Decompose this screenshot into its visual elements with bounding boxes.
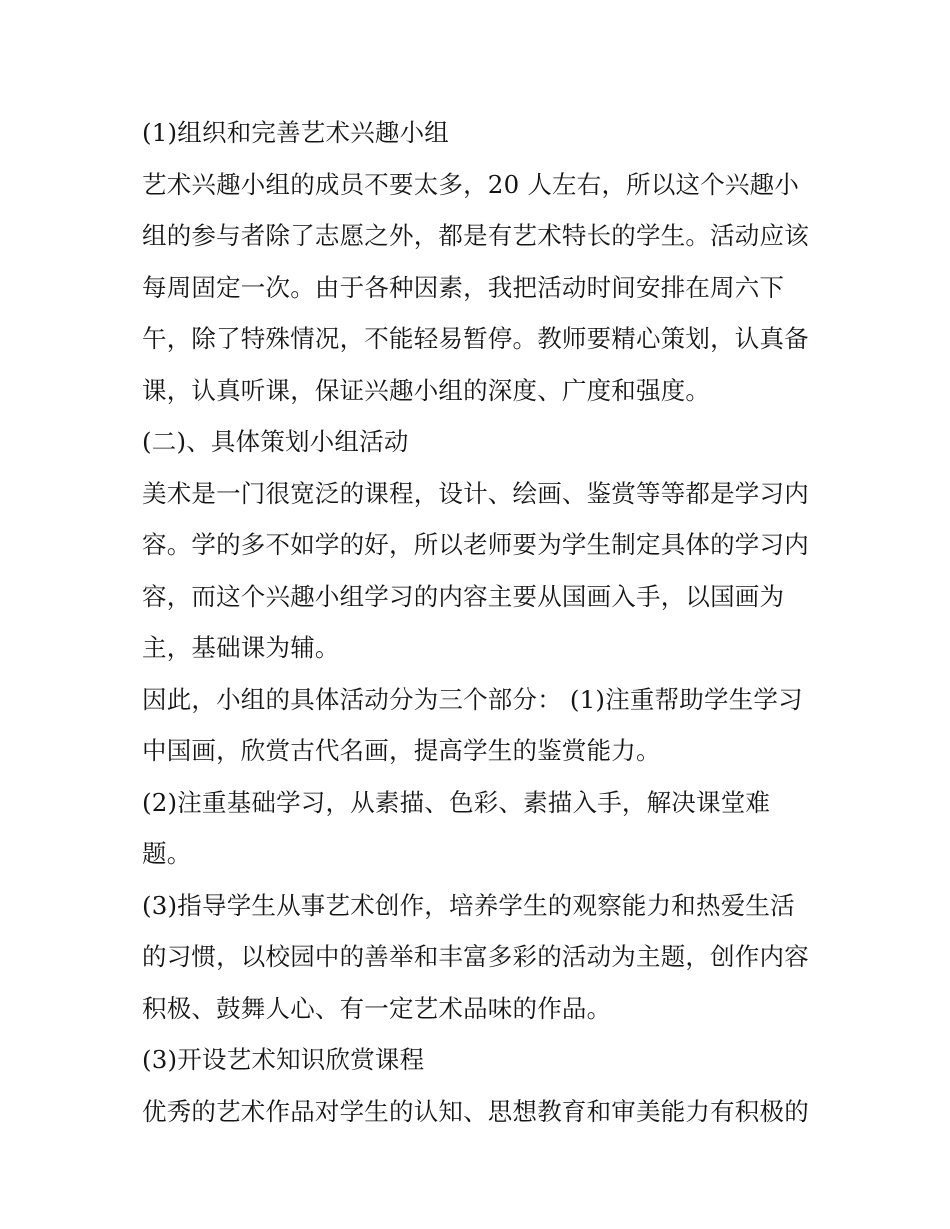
heading-art-appreciation-course: (3)开设艺术知识欣赏课程 — [142, 1045, 425, 1074]
paragraph-line: 优秀的艺术作品对学生的认知、思想教育和审美能力有积极的 — [142, 1096, 809, 1126]
paragraph-line: (2)注重基础学习，从素描、色彩、素描入手，解决课堂难 — [142, 787, 771, 817]
heading-plan-group-activities: (二)、具体策划小组活动 — [142, 427, 409, 456]
heading-art-interest-group: (1)组织和完善艺术兴趣小组 — [142, 118, 450, 147]
paragraph-line: 美术是一门很宽泛的课程，设计、绘画、鉴赏等等都是学习内 — [142, 478, 809, 508]
paragraph-line: 课，认真听课，保证兴趣小组的深度、广度和强度。 — [142, 375, 711, 405]
paragraph-line: 题。 — [142, 839, 192, 868]
paragraph-line: (3)指导学生从事艺术创作，培养学生的观察能力和热爱生活 — [142, 890, 795, 920]
paragraph-line: 艺术兴趣小组的成员不要太多，20 人左右，所以这个兴趣小 — [142, 169, 800, 199]
paragraph-line: 午，除了特殊情况，不能轻易暂停。教师要精心策划，认真备 — [142, 324, 809, 353]
document-body — [142, 107, 832, 1137]
paragraph-line: 积极、鼓舞人心、有一定艺术品味的作品。 — [142, 993, 612, 1023]
paragraph-line: 的习惯，以校园中的善举和丰富多彩的活动为主题，创作内容 — [142, 942, 809, 971]
paragraph-line: 组的参与者除了志愿之外，都是有艺术特长的学生。活动应该 — [142, 221, 809, 250]
paragraph-line: 容。学的多不如学的好，所以老师要为学生制定具体的学习内 — [142, 530, 809, 559]
paragraph-line: 容，而这个兴趣小组学习的内容主要从国画入手，以国画为 — [142, 581, 785, 611]
paragraph-line: 中国画，欣赏古代名画，提高学生的鉴赏能力。 — [142, 736, 661, 765]
paragraph-line: 每周固定一次。由于各种因素，我把活动时间安排在周六下 — [142, 272, 785, 302]
paragraph-line: 因此，小组的具体活动分为三个部分： (1)注重帮助学生学习 — [142, 684, 803, 714]
paragraph-line: 主，基础课为辅。 — [142, 633, 340, 662]
